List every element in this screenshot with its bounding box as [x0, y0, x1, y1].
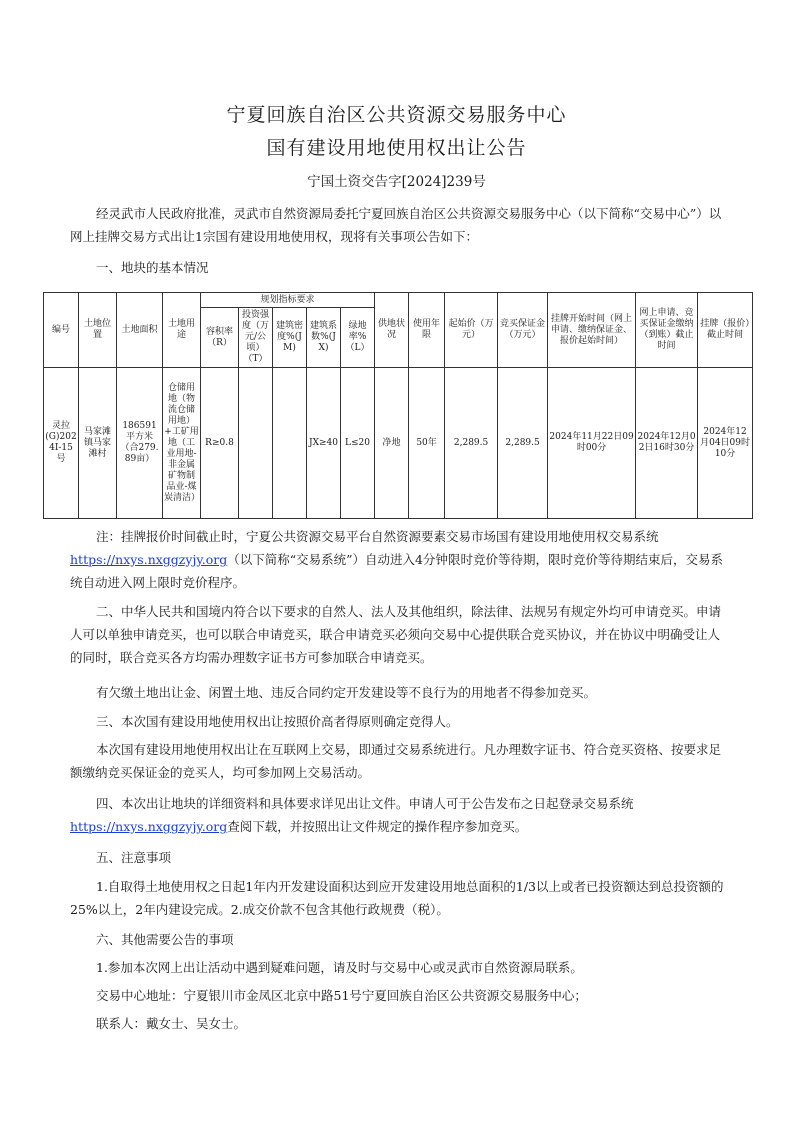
contact-people: 联系人：戴女士、吴女士。: [96, 1016, 247, 1031]
header-apply-end: 网上申请、竞买保证金缴纳（到账）截止时间: [636, 293, 698, 368]
section-4-text-post: 查阅下载，并按照出让文件规定的操作程序参加竞买。: [227, 819, 528, 834]
header-density: 建筑密度%(JM): [273, 308, 307, 368]
note-paragraph: [70, 525, 726, 594]
cell-status: 净地: [375, 368, 409, 519]
section-4-paragraph: [70, 792, 726, 838]
section-5-heading: 五、注意事项: [96, 850, 172, 865]
header-list-start: 挂牌开始时间（网上申请、缴纳保证金、报价起始时间）: [548, 293, 636, 368]
header-planning-group: 规划指标要求: [201, 293, 375, 308]
header-no: 编号: [44, 293, 79, 368]
cell-green: L≤20: [341, 368, 375, 519]
header-far: 容积率（R）: [201, 308, 239, 368]
cell-deposit: 2,289.5: [498, 368, 548, 519]
cell-use: 仓储用地（物流仓储用地）+工矿用地（工业用地-非金属矿物制品业-煤炭清洁）: [163, 368, 201, 519]
header-deposit: 竞买保证金（万元）: [498, 293, 548, 368]
header-green: 绿地率%（L）: [341, 308, 375, 368]
cell-list-start: 2024年11月22日09时00分: [548, 368, 636, 519]
cell-far: R≥0.8: [201, 368, 239, 519]
cell-apply-end: 2024年12月02日16时30分: [636, 368, 698, 519]
note-text-post: （以下简称“交易系统”）自动进入4分钟限时竞价等待期，限时竞价等待期结束后，交易系统自动进入网上限时竞价程序。: [70, 552, 723, 590]
trading-system-link-2[interactable]: https://nxys.nxggzyjy.org: [70, 819, 228, 834]
notes-paragraph: 1.自取得土地使用权之日起1年内开发建设面积达到应开发建设用地总面积的1/3以上或者已投资额达到总投资额的25%以上，2年内建设完成。2.成交价款不包含其他行政规费（税）。: [70, 879, 724, 917]
cell-years: 50年: [409, 368, 445, 519]
doc-number: 宁国土资交告字[2024]239号: [307, 174, 486, 190]
section-1-heading: 一、地块的基本情况: [96, 260, 209, 275]
header-start-price: 起始价（万元）: [445, 293, 498, 368]
header-location: 土地位置: [79, 293, 117, 368]
cell-area: 186591平方米（合279.89亩）: [117, 368, 163, 519]
cell-invest: [239, 368, 273, 519]
header-use: 土地用途: [163, 293, 201, 368]
header-years: 使用年限: [409, 293, 445, 368]
header-area: 土地面积: [117, 293, 163, 368]
cell-density: [273, 368, 307, 519]
section-2-paragraph: 二、中华人民共和国境内符合以下要求的自然人、法人及其他组织，除法律、法规另有规定外均可申请竞买。申请人可以单独申请竞买，也可以联合申请竞买，联合申请竞买必须向交易中心提供联合竞买协议，并在协议中明确受让人的同时，联合竞买各方均需办理数字证书方可参加联合申请竞买。: [70, 604, 722, 665]
trading-system-link[interactable]: https://nxys.nxggzyjy.org: [70, 552, 228, 567]
cell-location: 马家滩镇马家滩村: [79, 368, 117, 519]
cell-coef: JX≥40: [307, 368, 341, 519]
intro-paragraph: 经灵武市人民政府批准，灵武市自然资源局委托宁夏回族自治区公共资源交易服务中心（以下简称“交易中心”）以网上挂牌交易方式出让1宗国有建设用地使用权，现将有关事项公告如下：: [70, 206, 722, 244]
land-info-table: [43, 292, 753, 519]
header-invest: 投资强度（万元/公顷）（T）: [239, 308, 273, 368]
online-trading-paragraph: 本次国有建设用地使用权出让在互联网上交易，即通过交易系统进行。凡办理数字证书、符合竞买资格、按要求足额缴纳竞买保证金的竞买人，均可参加网上交易活动。: [70, 742, 722, 780]
header-status: 供地状况: [375, 293, 409, 368]
cell-list-end: 2024年12月04日09时10分: [698, 368, 753, 519]
contact-paragraph: 1.参加本次网上出让活动中遇到疑难问题，请及时与交易中心或灵武市自然资源局联系。: [96, 960, 583, 975]
header-list-end: 挂牌（报价）截止时间: [698, 293, 753, 368]
section-3-paragraph: 三、本次国有建设用地使用权出让按照价高者得原则确定竞得人。: [96, 714, 459, 729]
address-paragraph: 交易中心地址：宁夏银川市金凤区北京中路51号宁夏回族自治区公共资源交易服务中心；: [96, 988, 587, 1003]
cell-no: 灵拉(G)2024Ⅰ-15号: [44, 368, 79, 519]
table-row: [44, 368, 753, 519]
section-4-text-pre: 四、本次出让地块的详细资料和具体要求详见出让文件。申请人可于公告发布之日起登录交易系统: [96, 796, 634, 811]
arrears-paragraph: 有欠缴土地出让金、闲置土地、违反合同约定开发建设等不良行为的用地者不得参加竞买。: [96, 685, 597, 700]
notice-title: 国有建设用地使用权出让公告: [266, 137, 527, 159]
header-coef: 建筑系数%(JX): [307, 308, 341, 368]
org-title: 宁夏回族自治区公共资源交易服务中心: [226, 104, 567, 126]
note-text-pre: 注：挂牌报价时间截止时，宁夏公共资源交易平台自然资源要素交易市场国有建设用地使用权交易系统: [96, 529, 659, 544]
section-6-heading: 六、其他需要公告的事项: [96, 932, 234, 947]
cell-start-price: 2,289.5: [445, 368, 498, 519]
